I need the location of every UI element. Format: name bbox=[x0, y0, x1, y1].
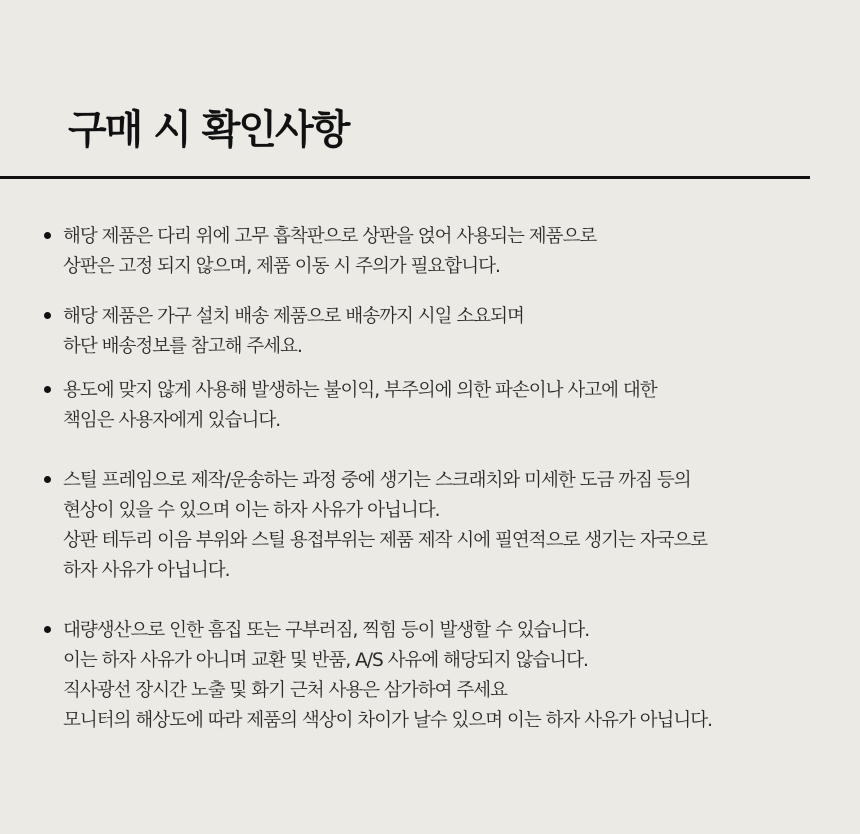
notice-line: 상판 테두리 이음 부위와 스틸 용접부위는 제품 제작 시에 필연적으로 생기는 자국으로 bbox=[63, 530, 708, 551]
notice-item bbox=[40, 616, 830, 736]
notice-item bbox=[40, 466, 830, 586]
notice-line: 현상이 있을 수 있으며 이는 하자 사유가 아닙니다. bbox=[63, 500, 440, 521]
bullet-dot-icon bbox=[44, 626, 51, 633]
notice-line: 하자 사유가 아닙니다. bbox=[63, 560, 230, 581]
notice-line: 해당 제품은 가구 설치 배송 제품으로 배송까지 시일 소요되며 bbox=[63, 306, 524, 327]
bullet-dot-icon bbox=[44, 386, 51, 393]
bullet-dot-icon bbox=[44, 476, 51, 483]
title-divider bbox=[0, 176, 810, 179]
bullet-dot-icon bbox=[44, 312, 51, 319]
notice-item bbox=[40, 302, 830, 362]
notice-line: 이는 하자 사유가 아니며 교환 및 반품, A/S 사유에 해당되지 않습니다. bbox=[63, 650, 588, 671]
notice-line: 스틸 프레임으로 제작/운송하는 과정 중에 생기는 스크래치와 미세한 도금 까짐 등의 bbox=[63, 470, 691, 491]
bullet-dot-icon bbox=[44, 232, 51, 239]
notice-line: 모니터의 해상도에 따라 제품의 색상이 차이가 날수 있으며 이는 하자 사유가 아닙니다. bbox=[63, 710, 713, 731]
notice-line: 책임은 사용자에게 있습니다. bbox=[63, 410, 281, 431]
notice-line: 대량생산으로 인한 흠집 또는 구부러짐, 찍힘 등이 발생할 수 있습니다. bbox=[63, 620, 590, 641]
page-title: 구매 시 확인사항 bbox=[68, 107, 349, 153]
notice-item bbox=[40, 376, 830, 436]
notice-line: 상판은 고정 되지 않으며, 제품 이동 시 주의가 필요합니다. bbox=[63, 256, 500, 277]
notice-line: 하단 배송정보를 참고해 주세요. bbox=[63, 336, 302, 357]
notice-line: 용도에 맞지 않게 사용해 발생하는 불이익, 부주의에 의한 파손이나 사고에 대한 bbox=[63, 380, 657, 401]
notice-item bbox=[40, 222, 830, 282]
notice-line: 해당 제품은 다리 위에 고무 흡착판으로 상판을 얹어 사용되는 제품으로 bbox=[63, 226, 597, 247]
notice-line: 직사광선 장시간 노출 및 화기 근처 사용은 삼가하여 주세요 bbox=[63, 680, 507, 701]
